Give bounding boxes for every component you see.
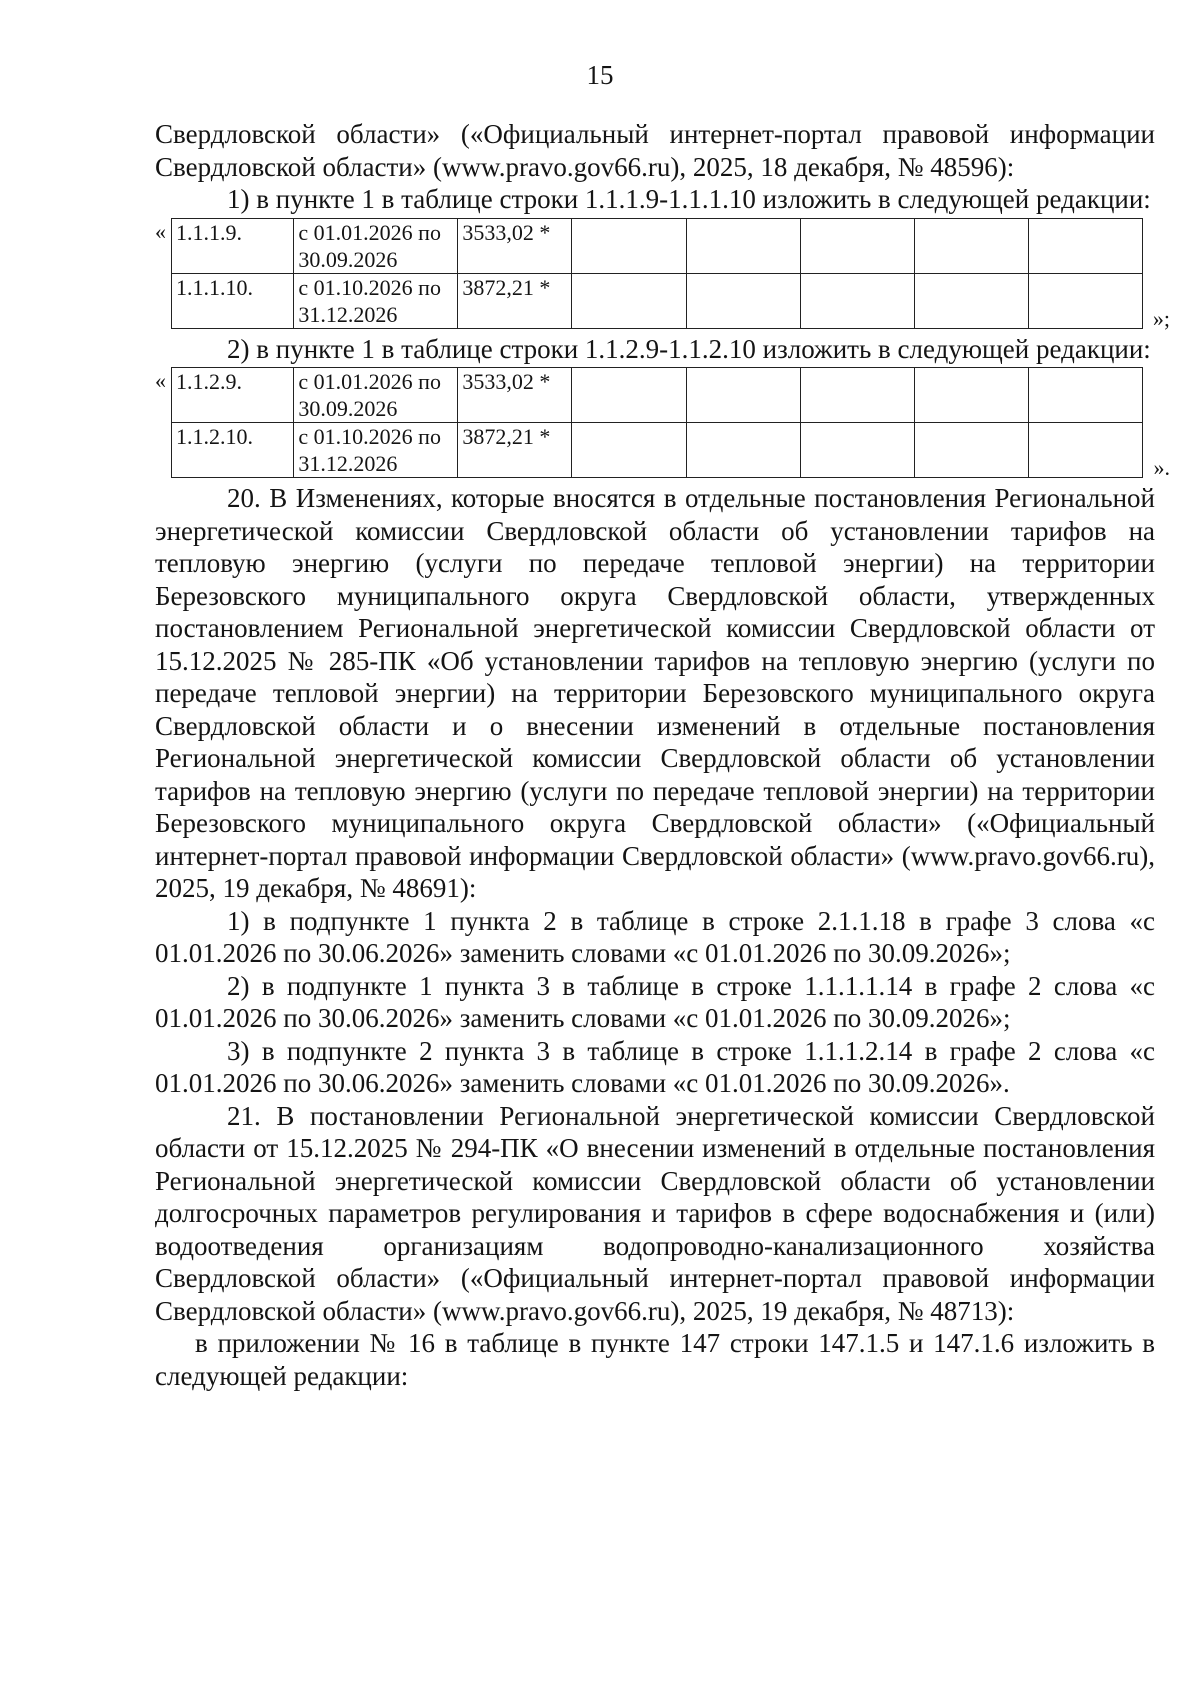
row-period: с 01.01.2026 по 30.09.2026 bbox=[294, 218, 458, 273]
empty-cell bbox=[686, 273, 800, 328]
document-body bbox=[155, 118, 1170, 1392]
empty-cell bbox=[914, 423, 1028, 478]
empty-cell bbox=[686, 218, 800, 273]
paragraph-21-item: в приложении № 16 в таблице в пункте 147 строки 147.1.5 и 147.1.6 изложить в следующей редакции: bbox=[155, 1328, 1155, 1391]
empty-cell bbox=[1028, 423, 1142, 478]
empty-cell bbox=[914, 368, 1028, 423]
table-row bbox=[172, 218, 1143, 273]
amendment-table-1-block bbox=[155, 218, 1170, 331]
empty-cell bbox=[1028, 368, 1142, 423]
empty-cell bbox=[1028, 273, 1142, 328]
amendment-table-2-block bbox=[155, 367, 1170, 480]
row-period: с 01.01.2026 по 30.09.2026 bbox=[294, 368, 458, 423]
empty-cell bbox=[572, 218, 686, 273]
paragraph-20-item-1: 1) в подпункте 1 пункта 2 в таблице в строке 2.1.1.18 в графе 3 слова «с 01.01.2026 по 30.06.2026» заменить словами «с 01.01.2026 по 30.09.2026»; bbox=[155, 905, 1155, 968]
page-number: 15 bbox=[586, 60, 614, 90]
empty-cell bbox=[914, 218, 1028, 273]
amendment-item-2: 2) в пункте 1 в таблице строки 1.1.2.9-1.1.2.10 изложить в следующей редакции: bbox=[227, 333, 1151, 364]
empty-cell bbox=[800, 423, 914, 478]
amendment-item-1: 1) в пункте 1 в таблице строки 1.1.1.9-1.1.1.10 изложить в следующей редакции: bbox=[227, 184, 1151, 214]
empty-cell bbox=[800, 273, 914, 328]
paragraph-21: 21. В постановлении Региональной энергетической комиссии Свердловской области от 15.12.2025 № 294-ПК «О внесении изменений в отдельные постановления Региональной энергетической комиссии Свердловской области об установлении долгосрочных параметров регулирования и тарифов в сфере водоснабжения и (или) водоотведения организациям водопроводно-канализационного хозяйства Свердловской области» («Официальный интернет-портал правовой информации Свердловской области» (www.pravo.gov66.ru), 2025, 19 декабря, № 48713): bbox=[155, 1100, 1155, 1326]
table-row bbox=[172, 273, 1143, 328]
table-row bbox=[172, 368, 1143, 423]
empty-cell bbox=[572, 423, 686, 478]
empty-cell bbox=[800, 218, 914, 273]
row-code: 1.1.1.9. bbox=[172, 218, 294, 273]
table-row bbox=[172, 423, 1143, 478]
amendment-table-1 bbox=[171, 218, 1143, 329]
row-code: 1.1.1.10. bbox=[172, 273, 294, 328]
empty-cell bbox=[686, 423, 800, 478]
empty-cell bbox=[1028, 218, 1142, 273]
paragraph-20-item-3: 3) в подпункте 2 пункта 3 в таблице в строке 1.1.1.2.14 в графе 2 слова «с 01.01.2026 по 30.06.2026» заменить словами «с 01.01.2026 по 30.09.2026». bbox=[155, 1035, 1155, 1098]
empty-cell bbox=[572, 273, 686, 328]
empty-cell bbox=[572, 368, 686, 423]
row-period: с 01.10.2026 по 31.12.2026 bbox=[294, 423, 458, 478]
close-quote: »; bbox=[1152, 305, 1170, 331]
row-value: 3533,02 * bbox=[458, 218, 572, 273]
paragraph-20: 20. В Изменениях, которые вносятся в отдельные постановления Региональной энергетической комиссии Свердловской области об установлении тарифов на тепловую энергию (услуги по передаче тепловой энергии) на территории Березовского муниципального округа Свердловской области, утвержденных постановлением Региональной энергетической комиссии Свердловской области от 15.12.2025 № 285-ПК «Об установлении тарифов на тепловую энергию (услуги по передаче тепловой энергии) на территории Березовского муниципального округа Свердловской области и о внесении изменений в отдельные постановления Региональной энергетической комиссии Свердловской области об установлении тарифов на тепловую энергию (услуги по передаче тепловой энергии) на территории Березовского муниципального округа Свердловской области» («Официальный интернет-портал правовой информации Свердловской области» (www.pravo.gov66.ru), 2025, 19 декабря, № 48691): bbox=[155, 483, 1155, 903]
close-quote: ». bbox=[1153, 455, 1170, 480]
intro-paragraph: Свердловской области» («Официальный интернет-портал правовой информации Свердловской области» (www.pravo.gov66.ru), 2025, 18 декабря, № 48596): bbox=[155, 119, 1155, 182]
row-value: 3533,02 * bbox=[458, 368, 572, 423]
open-quote: « bbox=[155, 218, 166, 244]
amendment-table-2 bbox=[171, 367, 1143, 478]
row-code: 1.1.2.10. bbox=[172, 423, 294, 478]
open-quote: « bbox=[155, 368, 166, 393]
paragraph-20-item-2: 2) в подпункте 1 пункта 3 в таблице в строке 1.1.1.1.14 в графе 2 слова «с 01.01.2026 по 30.06.2026» заменить словами «с 01.01.2026 по 30.09.2026»; bbox=[155, 970, 1155, 1033]
empty-cell bbox=[686, 368, 800, 423]
row-period: с 01.10.2026 по 31.12.2026 bbox=[294, 273, 458, 328]
row-value: 3872,21 * bbox=[458, 273, 572, 328]
row-code: 1.1.2.9. bbox=[172, 368, 294, 423]
row-value: 3872,21 * bbox=[458, 423, 572, 478]
empty-cell bbox=[914, 273, 1028, 328]
empty-cell bbox=[800, 368, 914, 423]
